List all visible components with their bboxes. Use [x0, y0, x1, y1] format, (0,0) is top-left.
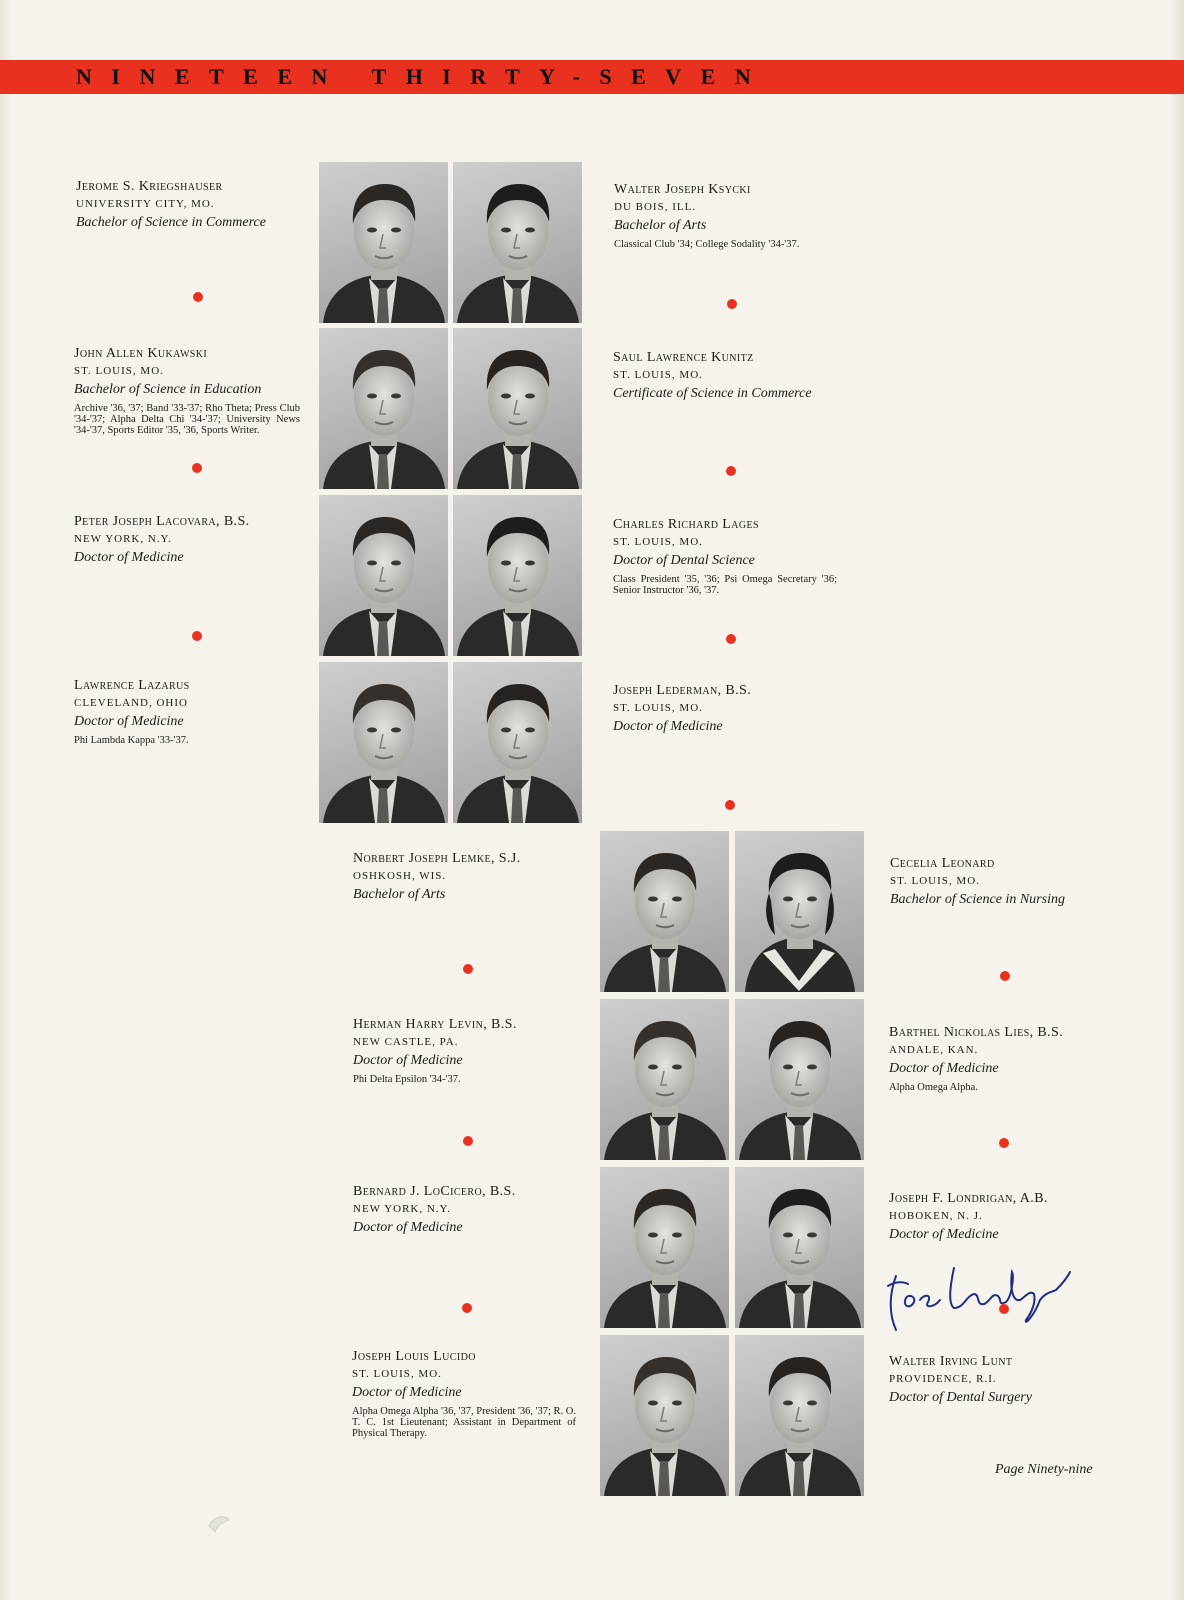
- red-dot-icon: [193, 292, 203, 302]
- student-name: Barthel Nickolas Lies, B.S.: [889, 1025, 1064, 1040]
- student-hometown: OSHKOSH, WIS.: [353, 870, 447, 882]
- red-dot-icon: [463, 964, 473, 974]
- portrait-photo-icon: [453, 495, 582, 656]
- student-name: Lawrence Lazarus: [74, 678, 190, 693]
- student-hometown: ST. LOUIS, MO.: [613, 702, 703, 714]
- student-hometown: ST. LOUIS, MO.: [613, 369, 703, 381]
- student-name: Walter Joseph Ksycki: [614, 182, 751, 197]
- handwritten-signature: [884, 1246, 1074, 1336]
- red-dot-icon: [727, 299, 737, 309]
- red-dot-icon: [192, 631, 202, 641]
- student-activities: Class President '35, '36; Psi Omega Secretary '36; Senior Instructor '36, '37.: [613, 574, 837, 596]
- portrait-photo-icon: [735, 1335, 864, 1496]
- student-name: Joseph Lederman, B.S.: [613, 683, 752, 698]
- student-activities: Classical Club '34; College Sodality '34-'37.: [614, 239, 800, 250]
- student-entry: [353, 850, 589, 904]
- red-dot-icon: [726, 634, 736, 644]
- student-entry: [74, 677, 310, 746]
- student-name: Charles Richard Lages: [613, 517, 759, 532]
- student-name: Saul Lawrence Kunitz: [613, 350, 754, 365]
- paper-stain-icon: [206, 1512, 232, 1534]
- portrait-photo-icon: [600, 831, 729, 992]
- portrait-photo-icon: [319, 328, 448, 489]
- page-title: NINETEEN THIRTY-SEVEN: [76, 64, 771, 89]
- student-name: Herman Harry Levin, B.S.: [353, 1017, 517, 1032]
- student-degree: Doctor of Medicine: [889, 1061, 999, 1076]
- student-activities: Alpha Omega Alpha.: [889, 1082, 978, 1093]
- student-degree: Bachelor of Science in Education: [74, 382, 262, 397]
- student-degree: Doctor of Dental Surgery: [889, 1390, 1032, 1405]
- student-degree: Doctor of Dental Science: [613, 553, 755, 568]
- student-degree: Certificate of Science in Commerce: [613, 386, 812, 401]
- student-entry: [352, 1348, 576, 1439]
- student-hometown: DU BOIS, ILL.: [614, 201, 697, 213]
- student-hometown: ST. LOUIS, MO.: [613, 536, 703, 548]
- student-name: Bernard J. LoCicero, B.S.: [353, 1184, 516, 1199]
- red-dot-icon: [462, 1303, 472, 1313]
- student-name: Jerome S. Kriegshauser: [76, 179, 223, 194]
- student-entry: [74, 513, 310, 567]
- student-hometown: NEW CASTLE, PA.: [353, 1036, 459, 1048]
- portrait-photo-icon: [453, 662, 582, 823]
- student-name: Peter Joseph Lacovara, B.S.: [74, 514, 250, 529]
- portrait-photo-icon: [453, 328, 582, 489]
- student-hometown: ANDALE, KAN.: [889, 1044, 979, 1056]
- student-entry: [353, 1183, 589, 1237]
- student-degree: Doctor of Medicine: [74, 714, 184, 729]
- student-hometown: HOBOKEN, N. J.: [889, 1210, 983, 1222]
- header-banner: [0, 60, 1184, 94]
- student-entry: [613, 516, 837, 596]
- red-dot-icon: [999, 1138, 1009, 1148]
- student-degree: Doctor of Medicine: [352, 1385, 462, 1400]
- student-hometown: ST. LOUIS, MO.: [352, 1368, 442, 1380]
- student-entry: [889, 1190, 1125, 1244]
- portrait-photo-icon: [735, 831, 864, 992]
- student-activities: Phi Lambda Kappa '33-'37.: [74, 735, 189, 746]
- student-name: Joseph Louis Lucido: [352, 1349, 476, 1364]
- student-activities: Archive '36, '37; Band '33-'37; Rho Theta; Press Club '34-'37; Alpha Delta Chi '34-'37; University News '34-'37, Sports Editor '35, '36, Sports Writer.: [74, 403, 300, 436]
- portrait-photo-icon: [319, 495, 448, 656]
- student-entry: [614, 181, 838, 250]
- student-degree: Bachelor of Science in Commerce: [76, 215, 266, 230]
- student-entry: [889, 1024, 1125, 1093]
- student-name: John Allen Kukawski: [74, 346, 208, 361]
- student-hometown: ST. LOUIS, MO.: [890, 875, 980, 887]
- red-dot-icon: [725, 800, 735, 810]
- page-number: Page Ninety-nine: [995, 1462, 1093, 1477]
- student-degree: Doctor of Medicine: [353, 1220, 463, 1235]
- student-hometown: PROVIDENCE, R.I.: [889, 1373, 997, 1385]
- portrait-photo-icon: [735, 999, 864, 1160]
- student-activities: Alpha Omega Alpha '36, '37, President '36, '37; R. O. T. C. 1st Lieutenant; Assistant in Department of Physical Therapy.: [352, 1406, 576, 1439]
- student-degree: Bachelor of Arts: [353, 887, 446, 902]
- portrait-photo-icon: [600, 999, 729, 1160]
- student-hometown: ST. LOUIS, MO.: [74, 365, 164, 377]
- student-degree: Doctor of Medicine: [353, 1053, 463, 1068]
- student-entry: [889, 1353, 1125, 1407]
- student-entry: [890, 855, 1126, 909]
- portrait-photo-icon: [319, 662, 448, 823]
- portrait-photo-icon: [600, 1167, 729, 1328]
- student-entry: [613, 682, 849, 736]
- student-degree: Doctor of Medicine: [613, 719, 723, 734]
- student-name: Joseph F. Londrigan, A.B.: [889, 1191, 1048, 1206]
- student-hometown: CLEVELAND, OHIO: [74, 697, 188, 709]
- red-dot-icon: [1000, 971, 1010, 981]
- red-dot-icon: [726, 466, 736, 476]
- portrait-photo-icon: [735, 1167, 864, 1328]
- student-hometown: UNIVERSITY CITY, MO.: [76, 198, 215, 210]
- student-name: Norbert Joseph Lemke, S.J.: [353, 851, 521, 866]
- student-entry: [613, 349, 849, 403]
- student-hometown: NEW YORK, N.Y.: [74, 533, 172, 545]
- student-name: Cecelia Leonard: [890, 856, 995, 871]
- portrait-photo-icon: [600, 1335, 729, 1496]
- student-degree: Doctor of Medicine: [889, 1227, 999, 1242]
- portrait-photo-icon: [453, 162, 582, 323]
- student-degree: Doctor of Medicine: [74, 550, 184, 565]
- red-dot-icon: [192, 463, 202, 473]
- student-degree: Bachelor of Science in Nursing: [890, 892, 1065, 907]
- student-entry: [74, 345, 300, 436]
- student-hometown: NEW YORK, N.Y.: [353, 1203, 451, 1215]
- student-entry: [353, 1016, 589, 1085]
- red-dot-icon: [463, 1136, 473, 1146]
- student-entry: [76, 178, 312, 232]
- student-name: Walter Irving Lunt: [889, 1354, 1013, 1369]
- student-activities: Phi Delta Epsilon '34-'37.: [353, 1074, 461, 1085]
- portrait-photo-icon: [319, 162, 448, 323]
- student-degree: Bachelor of Arts: [614, 218, 707, 233]
